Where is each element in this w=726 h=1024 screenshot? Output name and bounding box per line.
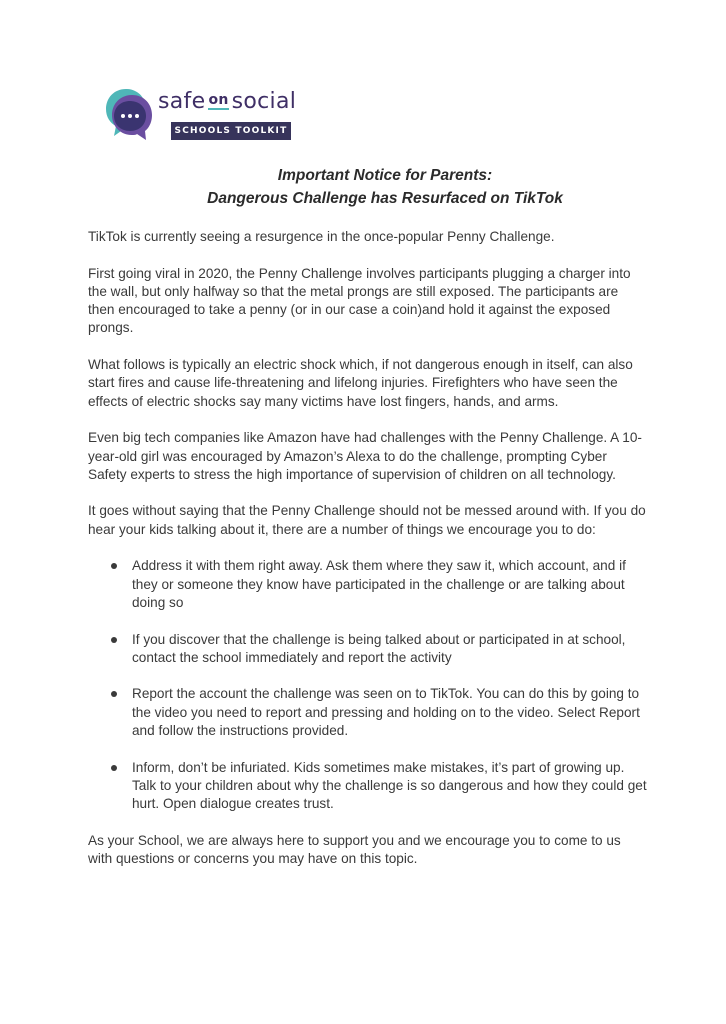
title-line-2: Dangerous Challenge has Resurfaced on TikTok	[207, 190, 563, 207]
list-item	[88, 557, 648, 612]
logo-word-safe: safe	[158, 89, 206, 114]
logo-word-social: social	[231, 89, 297, 114]
paragraph-intro: TikTok is currently seeing a resurgence in the once-popular Penny Challenge.	[88, 229, 555, 244]
logo-wordmark	[158, 88, 296, 118]
list-item	[88, 631, 648, 668]
paragraph-background: First going viral in 2020, the Penny Challenge involves participants plugging a charger into the wall, but only halfway so that the metal prongs are still exposed. The participants are then encouraged to take a penny (or in our case a coin)and hold it against the exposed prongs.	[88, 265, 631, 336]
title-line-1: Important Notice for Parents:	[277, 167, 493, 184]
notice-title	[88, 164, 682, 210]
list-item-text: Inform, don’t be infuriated. Kids sometimes make mistakes, it’s part of growing up. Talk to your children about why the challenge is so dangerous and how they could get hurt. Open dialogue creates trust.	[132, 759, 647, 812]
chat-bubble-logo-icon	[104, 86, 156, 140]
bullet-icon	[111, 691, 117, 697]
paragraph-advice-intro: It goes without saying that the Penny Challenge should not be messed around with. If you do hear your kids talking about it, there are a number of things we encourage you to do:	[88, 503, 646, 537]
list-item	[88, 685, 648, 740]
list-item-text: If you discover that the challenge is being talked about or participated in at school, contact the school immediately and report the activity	[132, 631, 626, 665]
logo-word-on: on	[208, 92, 229, 108]
notice-body	[88, 228, 648, 887]
paragraph-dangers: What follows is typically an electric shock which, if not dangerous enough in itself, can also start fires and cause life-threatening and lifelong injuries. Firefighters who have seen the effects of electric shocks say many victims have lost fingers, hands, and arms.	[88, 357, 633, 409]
list-item	[88, 759, 648, 814]
bullet-icon	[111, 563, 117, 569]
schools-toolkit-badge: SCHOOLS TOOLKIT	[171, 122, 291, 140]
safe-on-social-logo	[104, 86, 314, 144]
list-item-text: Address it with them right away. Ask them where they saw it, which account, and if they or someone they know have participated in the challenge or are talking about doing so	[132, 558, 626, 610]
paragraph-closing: As your School, we are always here to support you and we encourage you to come to us with questions or concerns you may have on this topic.	[88, 832, 621, 867]
bullet-icon	[111, 637, 117, 643]
list-item-text: Report the account the challenge was seen on to TikTok. You can do this by going to the video you need to report and pressing and holding on to the video. Select Report and follow the instructions provided.	[132, 686, 640, 739]
paragraph-amazon: Even big tech companies like Amazon have had challenges with the Penny Challenge. A 10-year-old girl was encouraged by Amazon’s Alexa to do the challenge, prompting Cyber Safety experts to stress the high importance of supervision of children on all technology.	[88, 430, 642, 482]
advice-list	[88, 557, 648, 813]
bullet-icon	[111, 765, 117, 771]
